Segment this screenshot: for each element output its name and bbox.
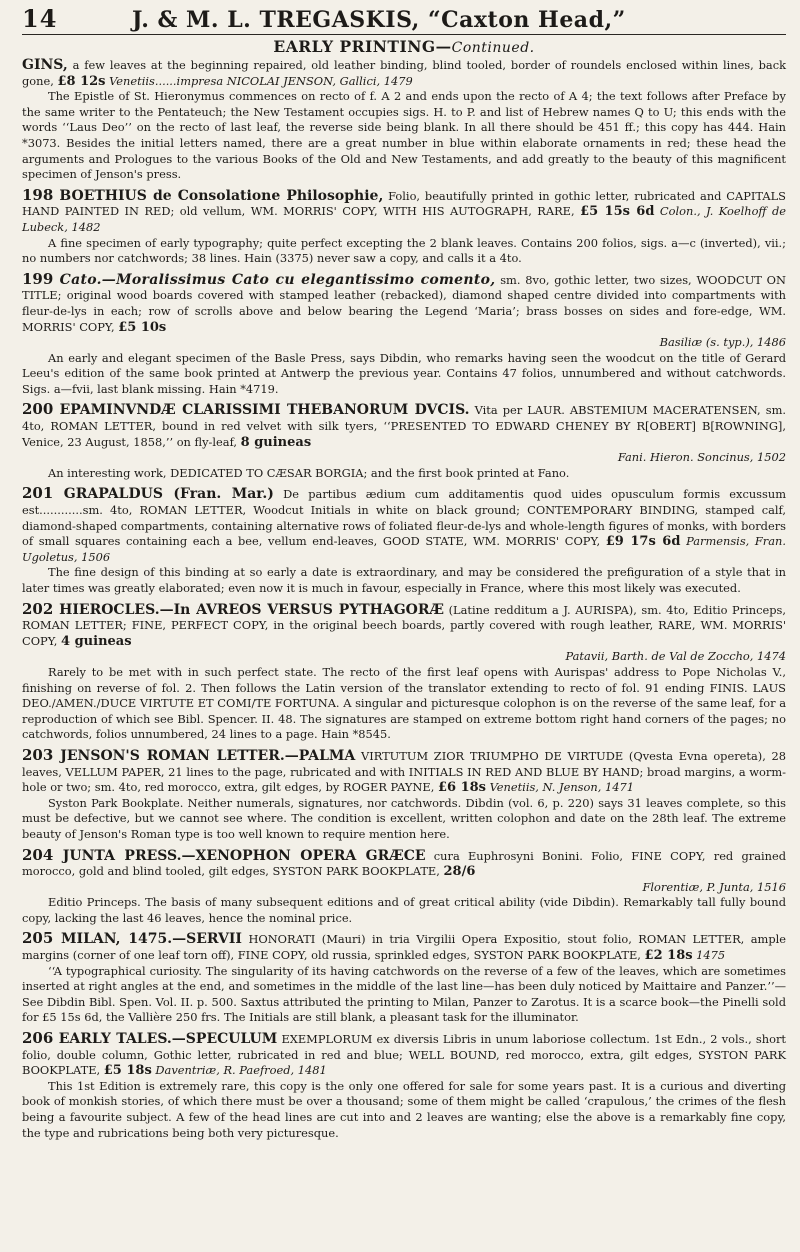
entry-lead: EARLY TALES.—SPECULUM — [53, 1031, 278, 1048]
running-title: J. & M. L. TREGASKIS, “Caxton Head,” — [132, 7, 626, 33]
entry-number: 202 — [22, 599, 54, 618]
entry-imprint: Fani. Hieron. Soncinus, 1502 — [617, 450, 786, 465]
catalogue-entry — [22, 185, 786, 267]
catalogue-entries — [22, 58, 786, 1141]
entry-lead: Cato.—Moralissimus Cato cu elegantissimo comento, — [53, 271, 496, 288]
page-header — [22, 4, 786, 35]
entry-note: Editio Princeps. The basis of many subsequent editions and of great critical ability (vide Dibdin). Remarkably tall fully bound copy, lacking the last 46 leaves, hence the nominal price. — [22, 895, 786, 925]
entry-number: 204 — [22, 845, 54, 864]
entry-note: This 1st Edition is extremely rare, this copy is the only one offered for sale for some years past. It is a curious and diverting book of monkish stories, of which there must be over a thousand; some of them might be called ‘crapulous,’ the crimes of the flesh being a favourite subject. A few of the head lines are cut into and 2 leaves are wanting; else the above is a remarkably fine copy, the type and rubrications being both very picturesque. — [22, 1078, 786, 1140]
entry-note: The fine design of this binding at so early a date is extraordinary, and may be considered the prefiguration of a style that in later times was greatly elaborated; even now it is much in favour, especially in France, where this most likely was executed. — [22, 565, 786, 595]
entry-lead: BOETHIUS de Consolatione Philosophie, — [53, 187, 384, 204]
entry-imprint: Patavii, Barth. de Val de Zoccho, 1474 — [565, 649, 786, 664]
entry-lead: GRAPALDUS (Fran. Mar.) — [53, 486, 274, 503]
entry-description: Vita per LAUR. ABSTEMIUM MACERATENSEN, sm. 4to, ROMAN LETTER, bound in red velvet with silk tyers, ‘‘PRESENTED TO EDWARD CHENEY BY R[OBERT] B[ROWNING], Venice, 23 August, 1858,’’ on fly-leaf, — [22, 403, 786, 449]
entry-lead: GINS, — [22, 57, 68, 73]
catalogue-entry — [22, 745, 786, 843]
entry-description: cura Euphrosyni Bonini. Folio, FINE COPY, red grained morocco, gold and blind tooled, gilt edges, SYSTON PARK BOOKPLATE, — [22, 848, 786, 879]
page-number: 14 — [22, 4, 58, 33]
entry-note: Syston Park Bookplate. Neither numerals, signatures, nor catchwords. Dibdin (vol. 6, p. 220) says 31 leaves complete, so this must be defective, but we cannot see where. The condition is excellent, written colophon and date on the 28th leaf. The extreme beauty of Jenson's Roman type is too well known to require mention here. — [22, 795, 786, 841]
entry-description: sm. 8vo, gothic letter, two sizes, WOODCUT ON TITLE; original wood boards covered with stamped leather (rebacked), diamond shaped centre divided into compartments with fleur-de-lys in each; row of scrolls above and below bearing the Legend ‘Maria’; brass bosses on sides and fore-edge, WM. MORRIS' COPY, — [22, 272, 786, 334]
entry-note: An interesting work, DEDICATED TO CÆSAR BORGIA; and the first book printed at Fano. — [48, 465, 570, 480]
entry-price: £5 15s 6d — [580, 204, 655, 220]
catalogue-entry — [22, 931, 786, 1026]
section-title: EARLY PRINTING— — [273, 37, 452, 56]
entry-number: 198 — [22, 185, 54, 204]
entry-note: Rarely to be met with in such perfect state. The recto of the first leaf opens with Aurispas' address to Pope Nicholas V., finishing on reverse of fol. 2. Then follows the Latin version of the translator extending to recto of fol. 91 ending FINIS. LAUS DEO./AMEN./DUCE VIRTUTE ET COMI/TE FORTUNA. A singular and picturesque colophon is on the reverse of the same leaf, for a reproduction of which see Bibl. Spencer. II. 48. The signatures are stamped on extreme bottom right hand corners of the pages; no catchwords, folios unnumbered, 24 lines to a page. Hain *8545. — [22, 664, 786, 742]
entry-lead: HIEROCLES.—In AVREOS VERSUS PYTHAGORÆ — [53, 601, 444, 618]
entry-number: 205 — [22, 929, 54, 948]
entry-description: De partibus ædium cum additamentis quod uides opusculum formis excussum est............sm. 4to, ROMAN LETTER, Woodcut Initials in white on black ground; CONTEMPORARY BINDING, stamped calf, diamond-shaped compartments, containing alternative rows of foliated fleur-de-lys and whole-length figures of monks, with borders of small squares containing each a bee, vellum end-leaves, GOOD STATE, WM. MORRIS' COPY, — [22, 487, 786, 549]
entry-lead: MILAN, 1475.—SERVII — [53, 931, 242, 948]
catalogue-entry — [22, 486, 786, 596]
entry-description: a few leaves at the beginning repaired, old leather binding, blind tooled, border of roundels enclosed within lines, back gone, — [22, 58, 786, 88]
entry-price: £9 17s 6d — [605, 534, 681, 550]
entry-price: 28/6 — [443, 864, 476, 880]
entry-lead: JENSON'S ROMAN LETTER.—PALMA — [53, 747, 356, 764]
entry-imprint: Colon., J. Koelhoff de Lubeck, 1482 — [22, 204, 786, 234]
entry-description: HONORATI (Mauri) in tria Virgilii Opera Expositio, stout folio, ROMAN LETTER, ample margins (corner of one leaf torn off), FINE COPY, old russia, sprinkled edges, SYSTON PARK BOOKPLATE, — [22, 932, 787, 963]
entry-price: 8 guineas — [240, 434, 312, 450]
entry-description: Folio, beautifully printed in gothic letter, rubricated and CAPITALS HAND PAINTED IN RED; old vellum, WM. MORRIS' COPY, WITH HIS AUTOGRAPH, RARE, — [22, 188, 786, 219]
entry-imprint: Daventriæ, R. Paefroed, 1481 — [151, 1063, 327, 1078]
entry-description: (Latine redditum a J. AURISPA), sm. 4to, Editio Princeps, ROMAN LETTER; FINE, PERFECT COPY, in the original beech boards, partly covered with rough leather, RARE, WM. MORRIS' COPY, — [22, 602, 786, 648]
entry-price: £6 18s — [437, 780, 486, 796]
entry-imprint: Florentiæ, P. Junta, 1516 — [642, 879, 786, 894]
entry-note: An early and elegant specimen of the Basle Press, says Dibdin, who remarks having seen the woodcut on the title of Gerard Leeu's edition of the same book printed at Antwerp the previous year. Contains 47 folios, unnumbered and without catchwords. Sigs. a—fvii, last blank missing. Hain *4719. — [22, 350, 786, 396]
entry-number: 199 — [22, 269, 54, 288]
entry-imprint: Venetiis......impresa NICOLAI JENSON, Gallici, 1479 — [105, 73, 413, 88]
entry-imprint: Basiliæ (s. typ.), 1486 — [659, 335, 786, 350]
entry-description: VIRTUTUM ZIOR TRIUMPHO DE VIRTUDE (Qvesta Evna opereta), 28 leaves, VELLUM PAPER, 21 lines to the page, rubricated and with INITIALS IN RED AND BLUE BY HAND; broad margins, a worm-hole or two; sm. 4to, red morocco, extra, gilt edges, by ROGER PAYNE, — [22, 748, 786, 795]
catalogue-entry — [22, 58, 786, 183]
catalogue-entry — [22, 845, 786, 927]
entry-imprint: 1475 — [692, 948, 726, 963]
catalogue-entry — [22, 1031, 786, 1141]
entry-note: A fine specimen of early typography; quite perfect excepting the 2 blank leaves. Contains 200 folios, sigs. a—c (inverted), vii.; no numbers nor catchwords; 38 lines. Hain (3375) never saw a copy, and calls it a 4to. — [22, 235, 786, 266]
entry-number: 200 — [22, 400, 54, 419]
entry-note: The Epistle of St. Hieronymus commences on recto of f. A 2 and ends upon the recto of A 4; the text follows after Preface by the same writer to the Pentateuch; the New Testament occupies sigs. H. to P. and list of Hebrew names Q to U; this ends with the words ‘‘Laus Deo’’ on the recto of last leaf, the reverse side being blank. In all there should be 451 ff.; this copy has 444. Hain *3073. Besides the initial letters named, there are a great number in blue within elaborate ornaments in red; these head the arguments and Prologues to the various Books of the Old and New Testaments, and add greatly to the beauty of this magnificent specimen of Jenson's press. — [22, 89, 786, 182]
entry-price: 4 guineas — [61, 633, 132, 649]
entry-price: £2 18s — [644, 948, 693, 964]
entry-lead: JUNTA PRESS.—XENOPHON OPERA GRÆCE — [53, 847, 426, 864]
entry-price: £5 10s — [118, 319, 167, 335]
entry-number: 206 — [22, 1029, 54, 1048]
entry-number: 201 — [22, 484, 54, 503]
catalogue-entry — [22, 599, 786, 743]
entry-description: EXEMPLORUM ex diversis Libris in unum laboriose collectum. 1st Edn., 2 vols., short folio, double column, Gothic letter, rubricated in red and blue; WELL BOUND, red morocco, extra, gilt edges, SYSTON PARK BOOKPLATE, — [22, 1032, 786, 1078]
section-continued: Continued. — [451, 40, 535, 56]
catalogue-entry — [22, 402, 786, 481]
catalogue-entry — [22, 269, 786, 398]
entry-imprint: Venetiis, N. Jenson, 1471 — [485, 780, 634, 795]
entry-note: ‘‘A typographical curiosity. The singularity of its having catchwords on the reverse of a few of the leaves, which are sometimes inserted at right angles at the end, and sometimes in the middle of the last line—has been duly noticed by Maittaire and Panzer.’’—See Dibdin Bibl. Spen. Vol. II. p. 500. Saxtus attributed the printing to Milan, Panzer to Zarotus. It is a scarce book—the Pinelli sold for £5 15s 6d, the Vallière 250 frs. The Initials are still blank, a pleasant task for the illuminator. — [22, 963, 786, 1025]
entry-lead: EPAMINVNDÆ CLARISSIMI THEBANORUM DVCIS. — [53, 402, 470, 419]
section-heading — [22, 37, 786, 56]
entry-imprint: Parmensis, Fran. Ugoletus, 1506 — [22, 534, 787, 564]
entry-price: £8 12s — [57, 73, 106, 89]
entry-price: £5 18s — [103, 1063, 152, 1079]
entry-number: 203 — [22, 745, 54, 764]
